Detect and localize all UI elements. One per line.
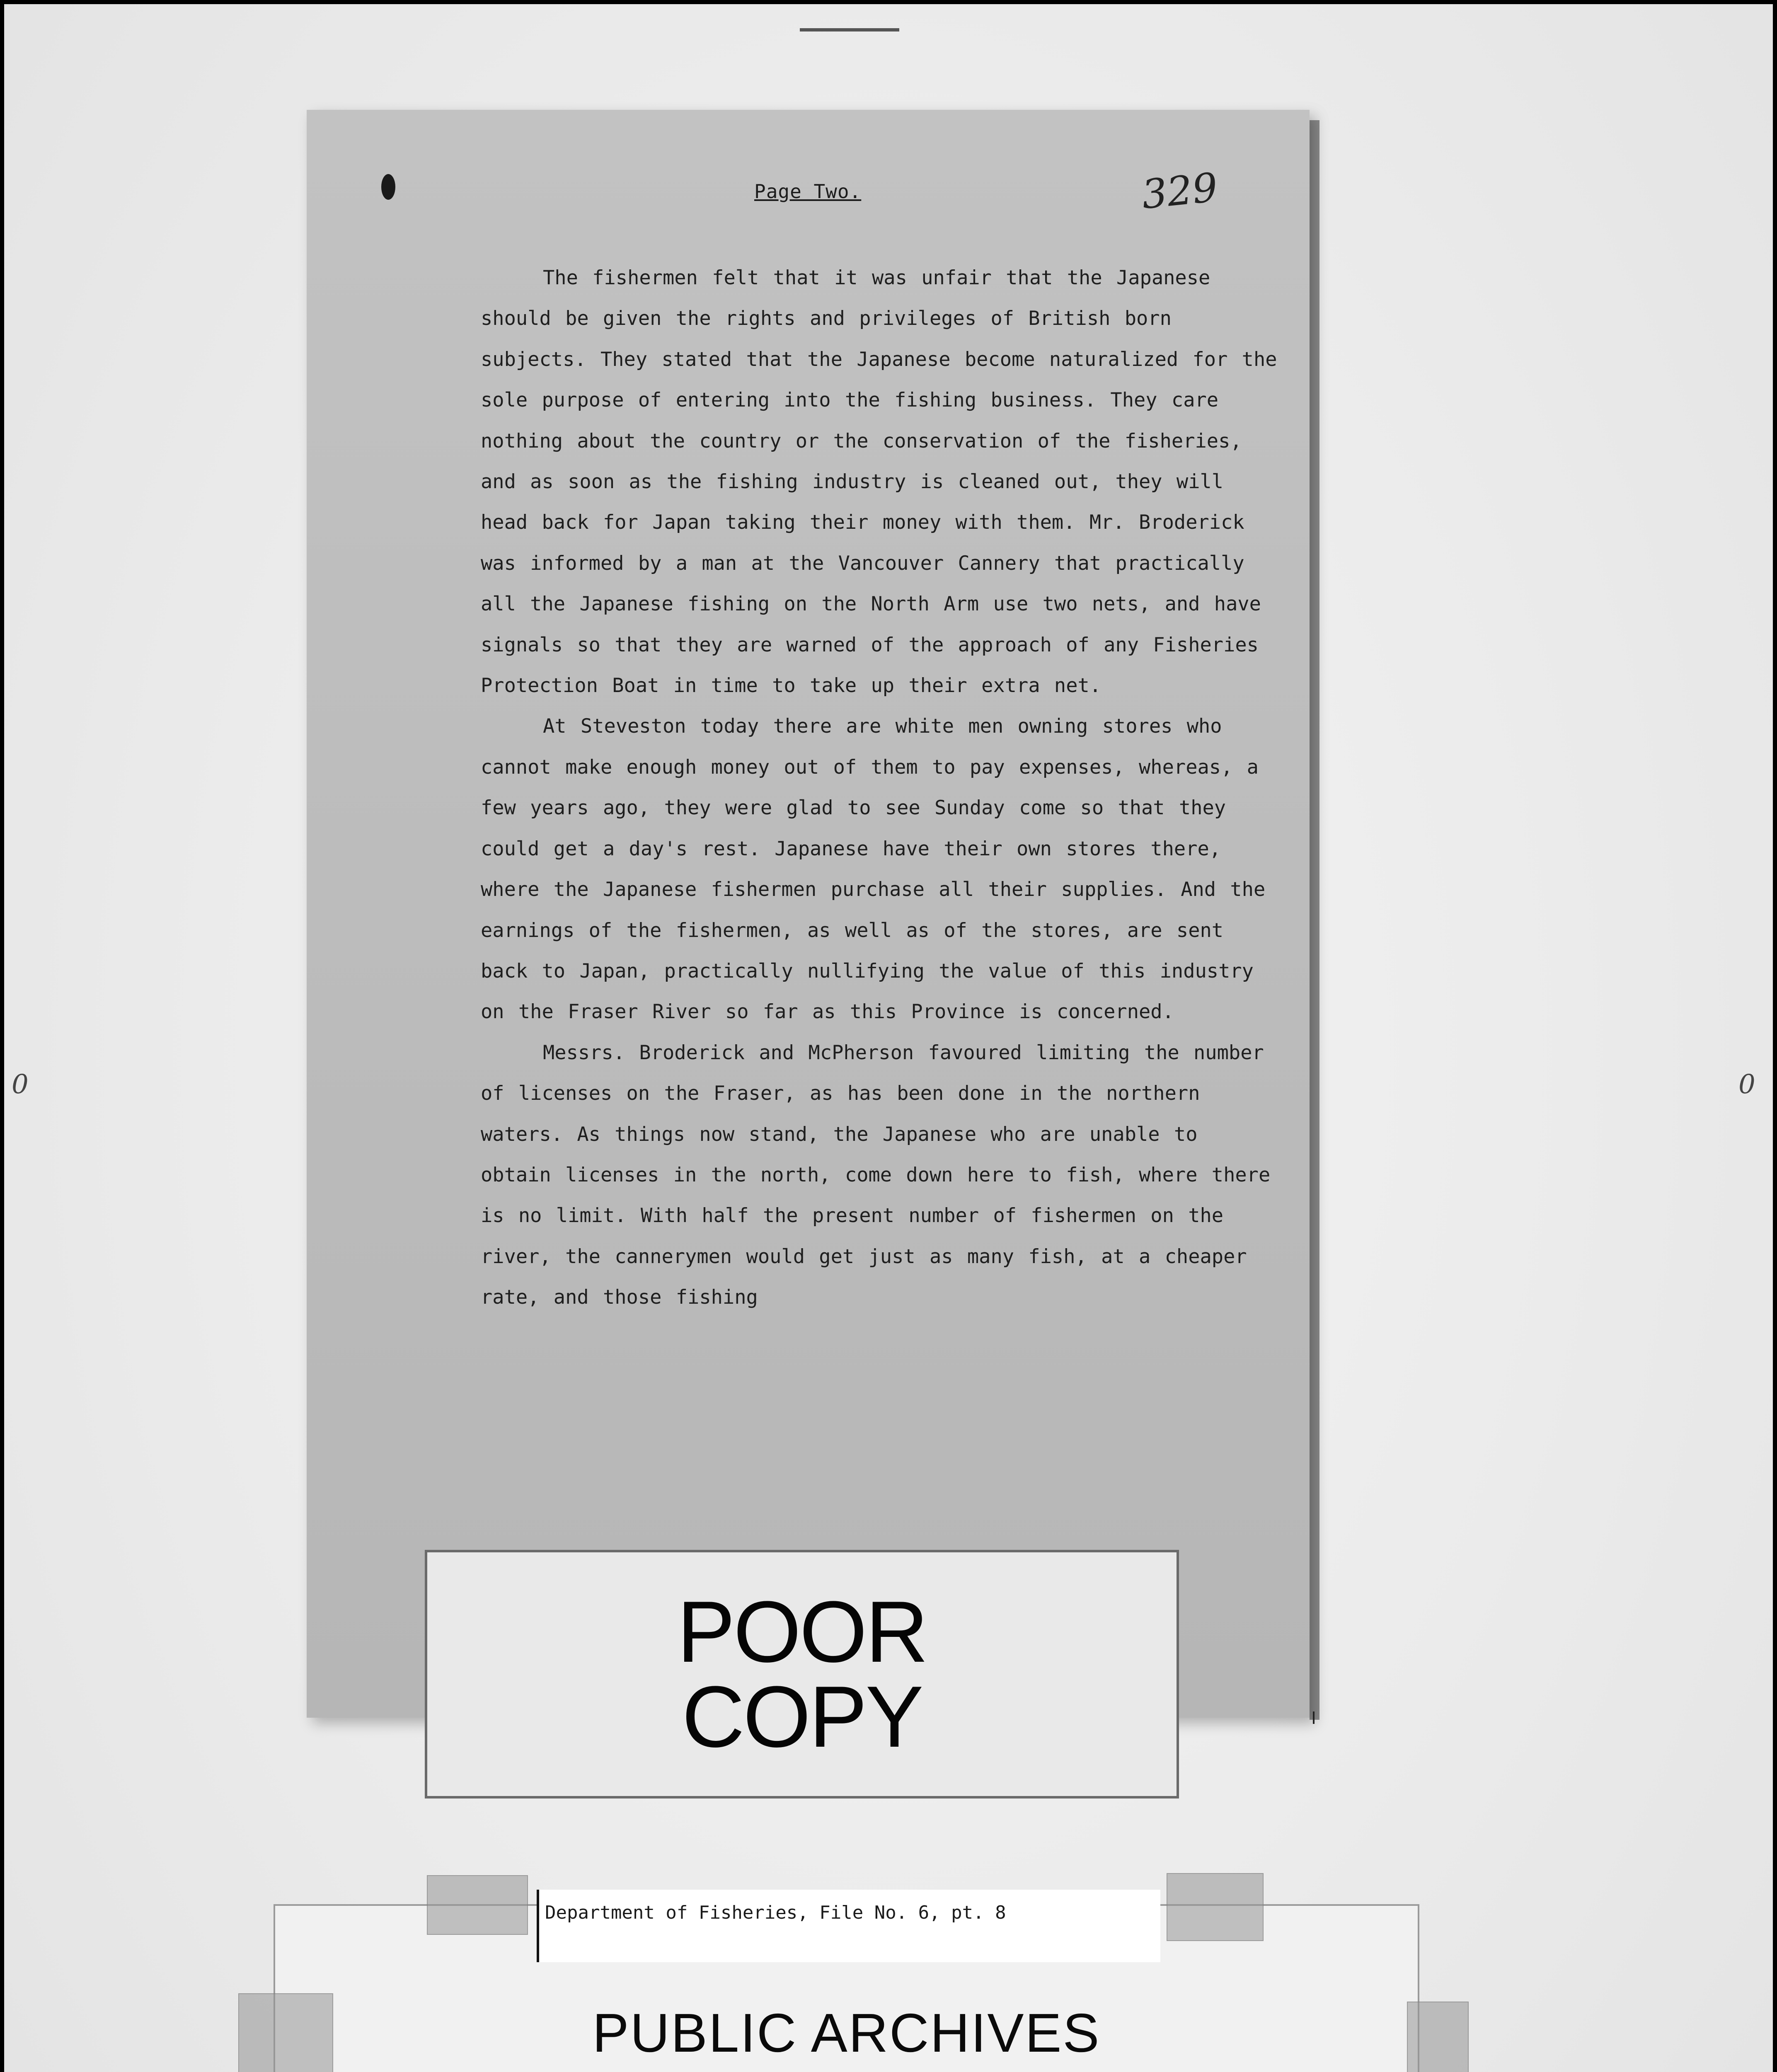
typed-body xyxy=(481,258,1281,1318)
punch-hole xyxy=(381,174,395,200)
poor-copy-line-2: COPY xyxy=(682,1668,922,1765)
paragraph-2: At Steveston today there are white men owning stores who cannot make enough money out of them to pay expenses, whereas, a few years ago, they were glad to see Sunday come so that they could get a day's rest. Japanese have their own stores there, where the Japanese fishermen purchase all their supplies. And the earnings of the fishermen, as well as of the stores, are sent back to Japan, practically nullifying the value of this industry on the Fraser River so far as this Province is concerned. xyxy=(481,715,1266,1024)
paragraph-1: The fishermen felt that it was unfair that the Japanese should be given the rights and privileges of British born subjects. They stated that the Japanese become naturalized for the sole purpose of entering into the fishing business. They care nothing about the country or the conservation of the fisheries, and as soon as the fishing industry is cleaned out, they will head back for Japan taking their money with them. Mr. Broderick was informed by a man at the Vancouver Cannery that practically all the Japanese fishing on the North Arm use two nets, and have signals so that they are warned of the approach of any Fisheries Protection Boat in time to take up their extra net. xyxy=(481,266,1277,697)
tape-strip xyxy=(427,1875,528,1935)
handwritten-folio-number: 329 xyxy=(1139,164,1220,218)
poor-copy-line-1: POOR xyxy=(677,1583,927,1680)
paragraph-3: Messrs. Broderick and McPherson favoured limiting the number of licenses on the Fraser, as has been done in the northern waters. As things now stand, the Japanese who are unable to obtain licenses in the north, come down here to fish, where there is no limit. With half the present number of fishermen on the river, the cannerymen would get just as many fish, at a cheaper rate, and those fishing xyxy=(481,1041,1271,1309)
tape-strip xyxy=(1167,1873,1264,1941)
page-tick-mark xyxy=(1313,1711,1315,1724)
film-edge-mark xyxy=(800,28,899,31)
right-margin-mark: 0 xyxy=(1738,1069,1755,1100)
poor-copy-stamp xyxy=(425,1550,1179,1798)
archive-title-english: PUBLIC ARCHIVES xyxy=(592,2002,1101,2063)
page-heading: Page Two. xyxy=(754,180,862,203)
page-edge-shadow xyxy=(1310,120,1319,1720)
file-reference-label xyxy=(537,1890,1160,1962)
file-reference-text: Department of Fisheries, File No. 6, pt. 8 xyxy=(545,1902,1006,1923)
left-margin-mark: 0 xyxy=(12,1069,29,1100)
